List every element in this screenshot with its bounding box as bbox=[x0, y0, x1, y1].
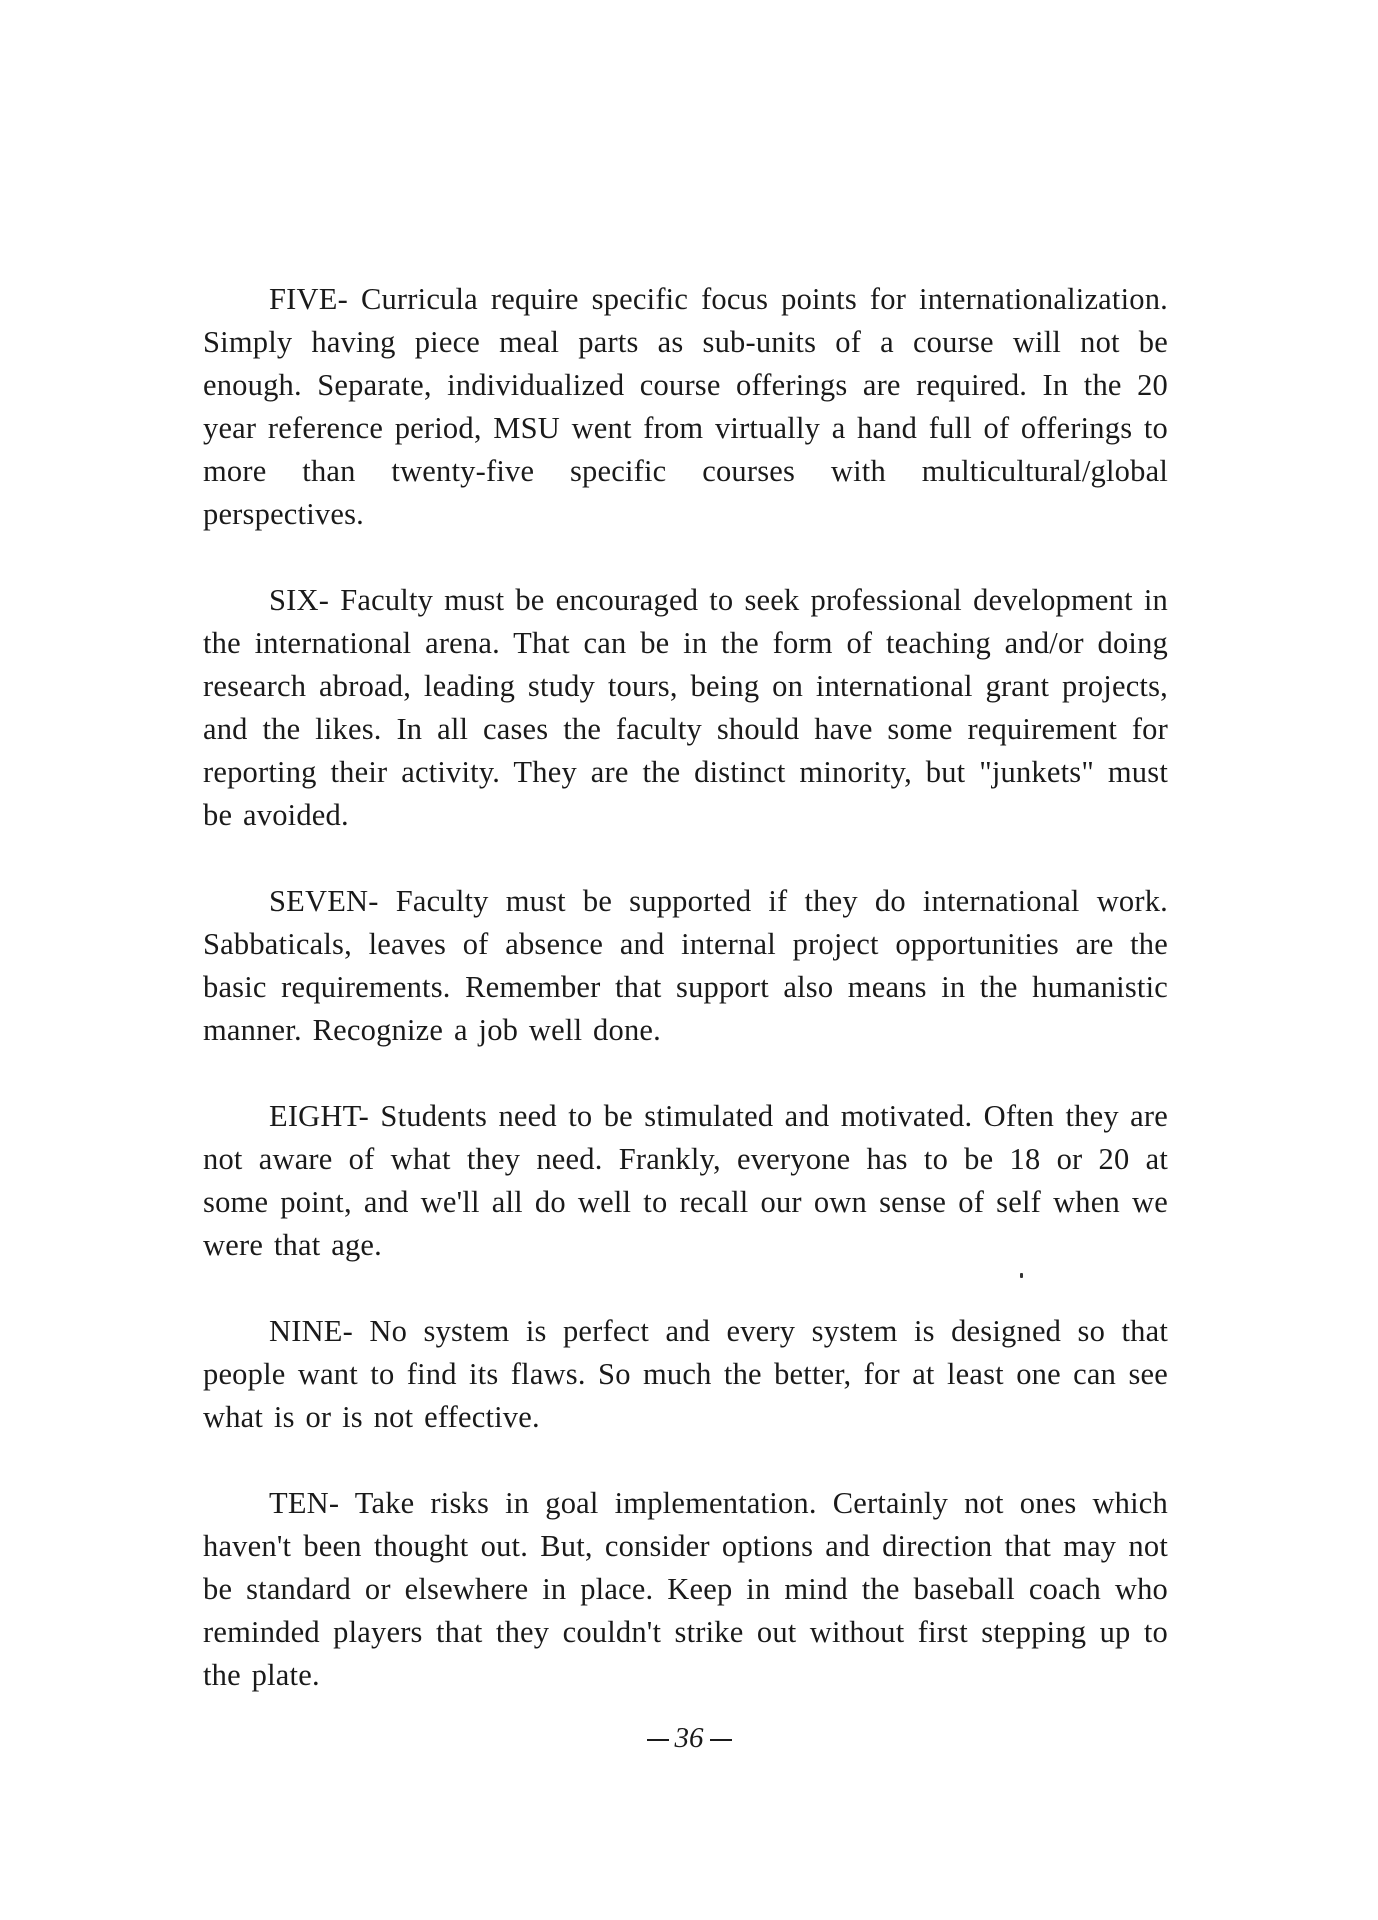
footer-dash-right bbox=[710, 1739, 732, 1741]
paragraph-six bbox=[203, 579, 1168, 837]
paragraph-text: Take risks in goal implementation. Certainly not ones which haven't been thought out. But, consider options and direction that may not be standard or elsewhere in place. Keep in mind the baseball coach who reminded players that they couldn't strike out without first stepping up to the plate. bbox=[203, 1486, 1168, 1692]
page-number: 36 bbox=[674, 1722, 704, 1754]
page-footer bbox=[0, 1722, 1378, 1755]
footer-dash-left bbox=[647, 1739, 669, 1741]
paragraph-text: Faculty must be encouraged to seek professional development in the international arena. That can be in the form of teaching and/or doing research abroad, leading study tours, being on international grant projects, and the likes. In all cases the faculty should have some requirement for reporting their activity. They are the distinct minority, but "junkets" must be avoided. bbox=[203, 583, 1168, 832]
paragraph-lead: SIX- bbox=[269, 583, 330, 617]
paragraph-seven bbox=[203, 880, 1168, 1052]
paragraph-text: No system is perfect and every system is designed so that people want to find its flaws. So much the better, for at least one can see what is or is not effective. bbox=[203, 1314, 1168, 1434]
paragraph-lead: EIGHT- bbox=[269, 1099, 370, 1133]
paragraph-lead: TEN- bbox=[269, 1486, 340, 1520]
document-body bbox=[203, 278, 1168, 1697]
paragraph-five bbox=[203, 278, 1168, 536]
paragraph-lead: NINE- bbox=[269, 1314, 353, 1348]
paragraph-lead: SEVEN- bbox=[269, 884, 379, 918]
scan-speck bbox=[1020, 1273, 1023, 1278]
paragraph-text: Curricula require specific focus points for internationalization. Simply having piece meal parts as sub-units of a course will not be enough. Separate, individualized course offerings are required. In the 20 year reference period, MSU went from virtually a hand full of offerings to more than twenty-five specific courses with multicultural/global perspectives. bbox=[203, 282, 1168, 531]
paragraph-ten bbox=[203, 1482, 1168, 1697]
paragraph-lead: FIVE- bbox=[269, 282, 348, 316]
paragraph-nine bbox=[203, 1310, 1168, 1439]
paragraph-eight bbox=[203, 1095, 1168, 1267]
paragraph-text: Faculty must be supported if they do international work. Sabbaticals, leaves of absence and internal project opportunities are the basic requirements. Remember that support also means in the humanistic manner. Recognize a job well done. bbox=[203, 884, 1168, 1047]
paragraph-text: Students need to be stimulated and motivated. Often they are not aware of what they need. Frankly, everyone has to be 18 or 20 at some point, and we'll all do well to recall our own sense of self when we were that age. bbox=[203, 1099, 1168, 1262]
